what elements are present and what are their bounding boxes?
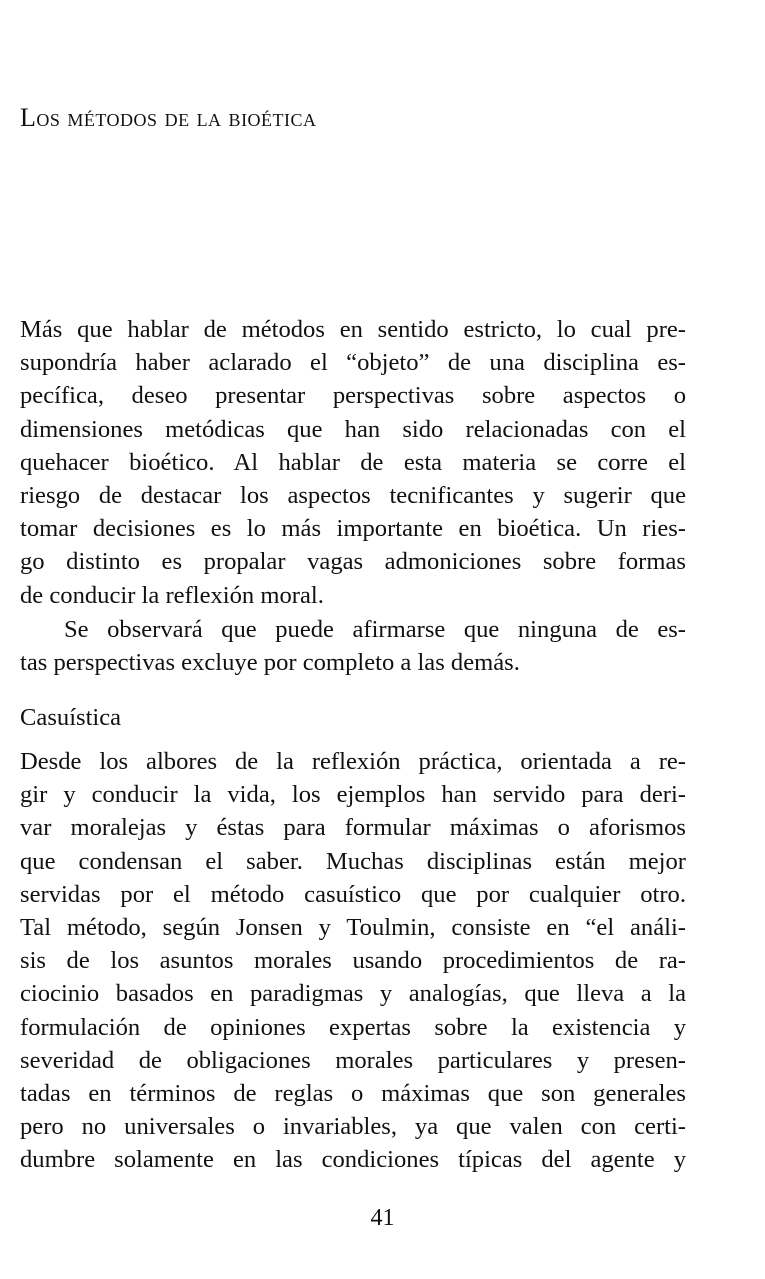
text-line: servidas por el método casuístico que por cualquier otro. <box>20 880 686 908</box>
text-line: pero no universales o invariables, ya que valen con certi- <box>20 1113 686 1141</box>
second-paragraph <box>20 613 686 679</box>
section-heading: Casuística <box>20 704 122 731</box>
text-line: quehacer bioético. Al hablar de esta materia se corre el <box>20 448 686 476</box>
text-line: supondría haber aclarado el “objeto” de una disciplina es- <box>20 349 686 377</box>
text-line: go distinto es propalar vagas admoniciones sobre formas <box>20 548 686 576</box>
chapter-title: Los métodos de la bioética <box>20 103 317 132</box>
text-line: Se observará que puede afirmarse que ninguna de es- <box>64 616 686 643</box>
text-line: var moralejas y éstas para formular máximas o aforismos <box>20 814 686 842</box>
text-line: Más que hablar de métodos en sentido estricto, lo cual pre- <box>20 316 686 343</box>
text-line: riesgo de destacar los aspectos tecnificantes y sugerir que <box>20 481 686 509</box>
text-line: dimensiones metódicas que han sido relacionadas con el <box>20 415 686 443</box>
text-line: pecífica, deseo presentar perspectivas sobre aspectos o <box>20 382 686 410</box>
casuistry-paragraph <box>20 745 686 1176</box>
text-line: Desde los albores de la reflexión práctica, orientada a re- <box>20 748 686 775</box>
text-line: tomar decisiones es lo más importante en bioética. Un ries- <box>20 515 686 543</box>
text-line: de conducir la reflexión moral. <box>20 581 324 609</box>
text-line: gir y conducir la vida, los ejemplos han servido para deri- <box>20 781 686 809</box>
text-line: tas perspectivas excluye por completo a las demás. <box>20 649 520 677</box>
text-line: Tal método, según Jonsen y Toulmin, consiste en “el análi- <box>20 913 686 941</box>
text-line: formulación de opiniones expertas sobre la existencia y <box>20 1013 686 1041</box>
intro-paragraph <box>20 313 686 612</box>
text-line: dumbre solamente en las condiciones típicas del agente y <box>20 1146 686 1174</box>
text-line: severidad de obligaciones morales particulares y presen- <box>20 1046 686 1074</box>
text-line: ciocinio basados en paradigmas y analogías, que lleva a la <box>20 980 686 1008</box>
text-line: tadas en términos de reglas o máximas que son generales <box>20 1079 686 1107</box>
text-line: sis de los asuntos morales usando procedimientos de ra- <box>20 947 686 975</box>
page-number: 41 <box>370 1205 395 1231</box>
text-line: que condensan el saber. Muchas disciplinas están mejor <box>20 847 686 875</box>
